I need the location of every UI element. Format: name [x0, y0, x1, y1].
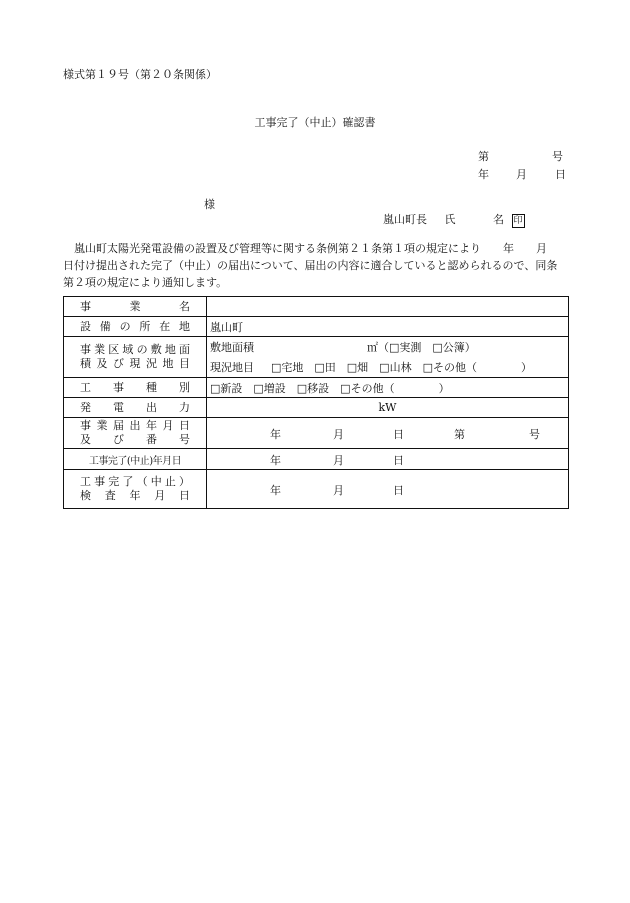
- site-area-label-line-1: 事業区域の敷地面: [80, 343, 190, 356]
- location-value: 嵐山町: [207, 317, 569, 337]
- date-day: 日: [555, 168, 566, 181]
- row-work-type: [64, 378, 569, 398]
- sender: [383, 211, 525, 228]
- notification-no-suffix: 号: [529, 428, 540, 441]
- row-notification: [64, 418, 569, 449]
- document-title: 工事完了（中止）確認書: [254, 116, 376, 129]
- row-completion-date: [64, 449, 569, 470]
- row-site-area: [64, 337, 569, 378]
- row-business-name: [64, 297, 569, 317]
- site-area-unit: ㎡（□実測 □公簿）: [367, 341, 476, 354]
- completion-day: 日: [393, 454, 404, 467]
- completion-form-table: [63, 296, 569, 509]
- notification-value: [207, 418, 569, 449]
- site-area-label-line-2: 積及び現況地目: [80, 357, 190, 370]
- location-label: 設備の所在地: [64, 317, 207, 337]
- date-year: 年: [478, 168, 489, 181]
- site-area-field-label: 敷地面積: [210, 341, 254, 354]
- inspection-label-line-2: 検査年月日: [80, 489, 190, 502]
- sender-name-label-2: 名: [493, 213, 504, 226]
- land-use-field-label: 現況地目: [210, 361, 254, 374]
- row-location: [64, 317, 569, 337]
- land-use-line: [207, 357, 568, 377]
- number-suffix: 号: [552, 150, 563, 163]
- site-area-label: [64, 337, 207, 378]
- notification-label-line-1: 事業届出年月日: [80, 419, 190, 432]
- notification-label: [64, 418, 207, 449]
- notification-no-prefix: 第: [454, 428, 465, 441]
- inspection-year: 年: [270, 484, 281, 497]
- inspection-day: 日: [393, 484, 404, 497]
- sender-title: 嵐山町長: [383, 213, 427, 226]
- row-output: [64, 398, 569, 418]
- business-name-value: [207, 297, 569, 317]
- business-name-label: 事業名: [64, 297, 207, 317]
- notice-body-text: 嵐山町太陽光発電設備の設置及び管理等に関する条例第２１条第１項の規定により 年 月 日付け提出された完了（中止）の届出について、届出の内容に適合していると認められるので、同条第２項の規定により通知します。: [63, 242, 569, 289]
- land-use-options: □宅地 □田 □畑 □山林 □その他（ ）: [271, 361, 532, 374]
- site-area-value: [207, 337, 569, 378]
- work-type-label: 工事種別: [64, 378, 207, 398]
- completion-month: 月: [333, 454, 344, 467]
- site-area-line: [207, 337, 568, 357]
- completion-year: 年: [270, 454, 281, 467]
- notification-day: 日: [393, 428, 404, 441]
- inspection-date-value: [207, 470, 569, 509]
- output-unit: kW: [207, 398, 569, 418]
- output-label: 発電出力: [64, 398, 207, 418]
- inspection-month: 月: [333, 484, 344, 497]
- form-number: 様式第１９号（第２０条関係）: [63, 68, 217, 81]
- notification-year: 年: [270, 428, 281, 441]
- addressee: 様: [204, 198, 215, 211]
- notification-month: 月: [333, 428, 344, 441]
- date-month: 月: [516, 168, 527, 181]
- completion-date-value: [207, 449, 569, 470]
- work-type-options: □新設 □増設 □移設 □その他（ ）: [207, 378, 569, 398]
- completion-date-label: 工事完了(中止)年月日: [64, 449, 207, 470]
- seal-mark: 印: [513, 216, 523, 226]
- notification-label-line-2: 及び番号: [80, 433, 190, 446]
- sender-name-label-1: 氏: [444, 213, 456, 226]
- inspection-date-label: [64, 470, 207, 509]
- inspection-label-line-1: 工事完了（中止）: [80, 475, 190, 488]
- number-prefix: 第: [478, 150, 489, 163]
- row-inspection-date: [64, 470, 569, 509]
